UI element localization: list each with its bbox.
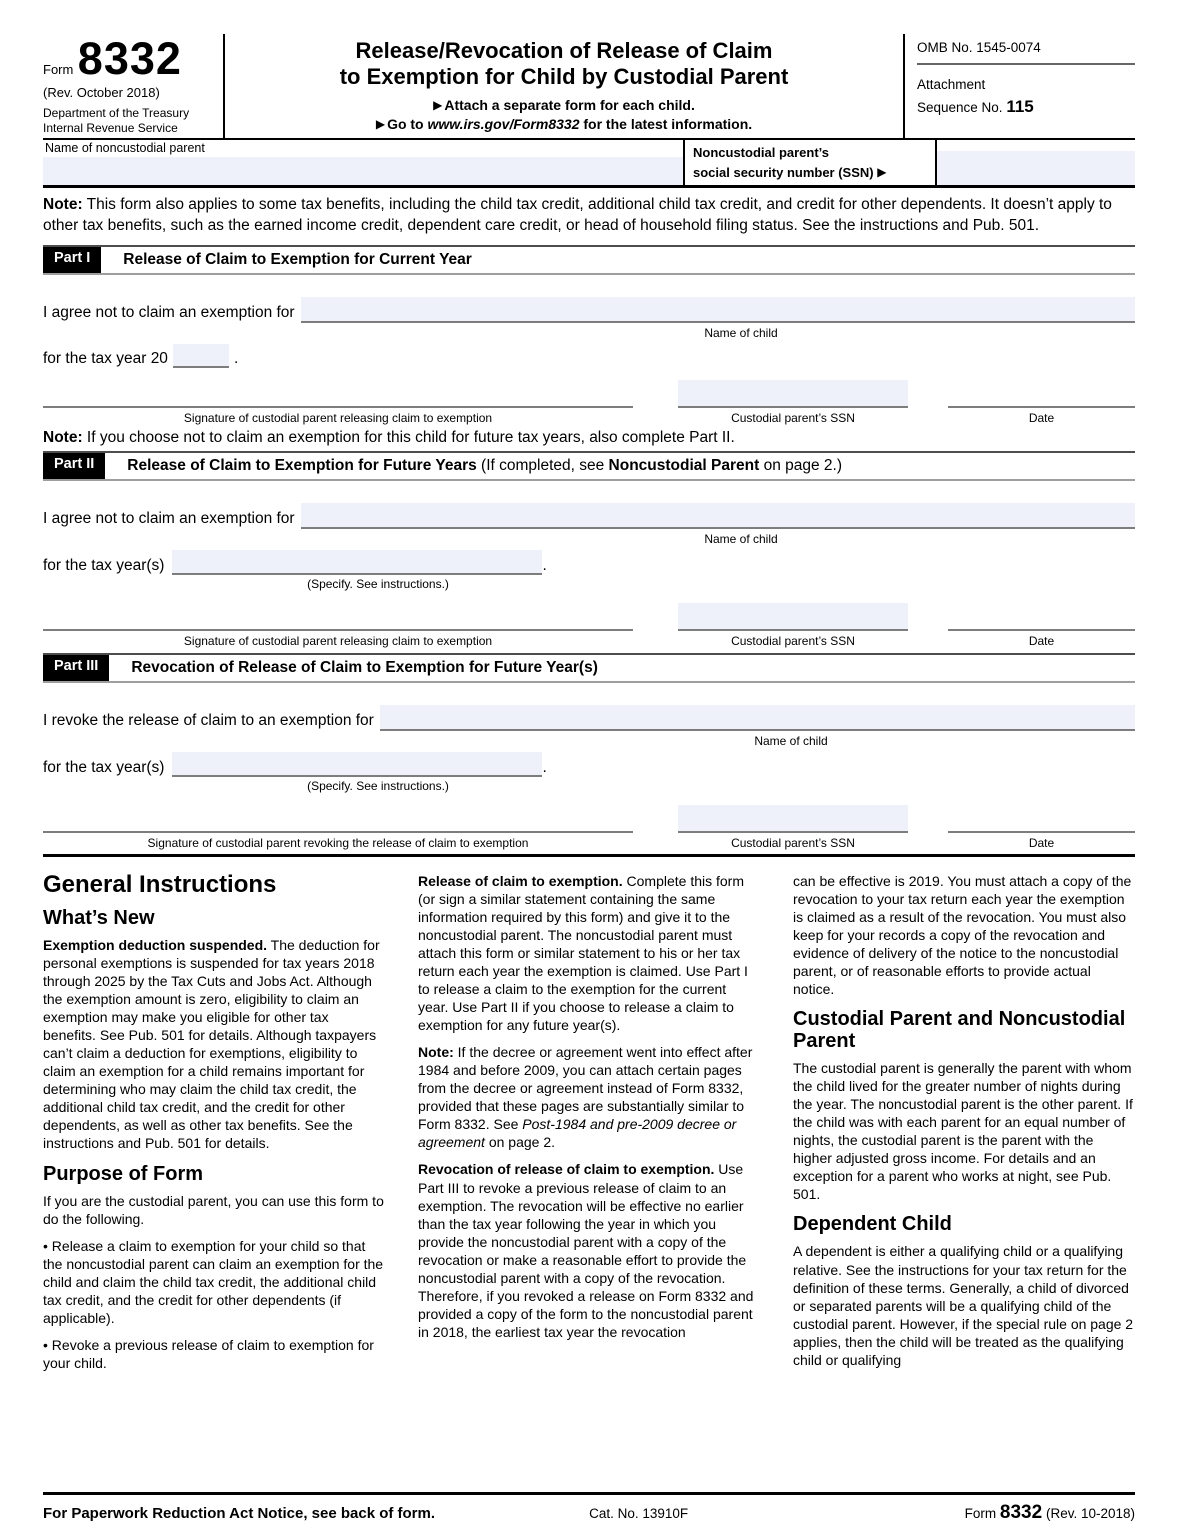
noncustodial-name-label: Name of noncustodial parent	[45, 141, 205, 155]
part2-custodial-ssn-field[interactable]	[678, 603, 908, 631]
form-title-block	[223, 34, 905, 138]
identity-row	[43, 140, 1135, 188]
noncustodial-ssn-field[interactable]	[937, 151, 1135, 185]
part2-tax-years-period: .	[542, 556, 547, 574]
part2-signature-line	[43, 601, 633, 631]
part3-date-line	[948, 803, 1135, 833]
part2-tax-years-text: for the tax year(s)	[43, 556, 165, 574]
purpose-of-form-heading: Purpose of Form	[43, 1162, 204, 1185]
form-title-line1: Release/Revocation of Release of Claim	[355, 38, 773, 63]
page-footer	[43, 1492, 1135, 1524]
part1-tax-year-period: .	[233, 349, 239, 367]
footer-form-number: 8332	[999, 1502, 1043, 1523]
agency-label: Internal Revenue Service	[43, 121, 178, 135]
part2-header	[43, 451, 1135, 481]
part3-ssn-caption: Custodial parent’s SSN	[731, 835, 855, 850]
general-instructions	[43, 872, 1135, 1381]
part1-label: Part I	[43, 247, 101, 273]
part2-agree-text: I agree not to claim an exemption for	[43, 509, 295, 527]
dependent-child-heading: Dependent Child	[793, 1213, 952, 1236]
paperwork-notice: For Paperwork Reduction Act Notice, see back of form.	[43, 1505, 436, 1522]
arrow-right-icon: ▶	[877, 165, 887, 180]
purpose-intro-paragraph: If you are the custodial parent, you can use this form to do the following.	[43, 1192, 384, 1227]
part2-title: Release of Claim to Exemption for Future Years (If completed, see Noncustodial Parent on page 2.)	[127, 456, 842, 474]
arrow-right-icon: ▶	[433, 97, 443, 112]
goto-instruction: ▶ Go to www.irs.gov/Form8332 for the latest information.	[375, 115, 753, 132]
part2-agree-row	[43, 503, 1135, 529]
part1-tax-year-text: for the tax year 20	[43, 349, 168, 367]
part1-signature-caption: Signature of custodial parent releasing claim to exemption	[183, 410, 493, 425]
part1-tax-year-field[interactable]	[173, 344, 229, 368]
revocation-continued-paragraph: can be effective is 2019. You must attach a copy of the revocation to your tax return each year the exemption is claimed as a result of the revocation. You must also keep for your records a copy of the revocation and evidence of delivery of the notice to the noncustodial parent, or of reasonable efforts to provide actual notice.	[793, 872, 1132, 998]
dependent-child-paragraph: A dependent is either a qualifying child or a qualifying relative. See the instructions for your tax return for the definition of these terms. Generally, a child of divorced or separated parents will be a qualifying child of the custodial parent. However, if the special rule on page 2 applies, then the child will be treated as the qualifying child or qualifying	[793, 1243, 1134, 1368]
instructions-column-1	[43, 872, 385, 1381]
part1-date-line	[948, 378, 1135, 408]
form-word: Form	[43, 62, 74, 77]
part3-signature-caption: Signature of custodial parent revoking the release of claim to exemption	[147, 835, 529, 850]
revocation-paragraph: Revocation of release of claim to exemption. Use Part III to revoke a previous release of claim to an exemption. The revocation will be effective no earlier than the tax year following the year in which you provide the noncustodial parent with a copy of the revocation or make a reasonable effort to provide the noncustodial parent with a copy of the revocation. Therefore, if you revoked a release on Form 8332 and provided a copy of the form to the noncustodial parent in 2018, the earliest tax year the revocation	[418, 1161, 754, 1340]
part3-date-caption: Date	[1028, 835, 1055, 850]
part1-note: Note: If you choose not to claim an exemption for this child for future tax years, also complete Part II.	[43, 428, 735, 446]
part1-ssn-caption: Custodial parent’s SSN	[731, 410, 855, 425]
part3-header	[43, 653, 1135, 683]
part1-signature-labels	[43, 411, 1135, 425]
noncustodial-ssn-label: Noncustodial parent’s social security number (SSN) ▶	[685, 140, 937, 185]
part2-specify-caption: (Specify. See instructions.)	[307, 576, 449, 591]
custodial-parent-paragraph: The custodial parent is generally the parent with whom the child lived for the greater number of nights during the year. The noncustodial parent is the other parent. If the child was with each parent for an equal number of nights, the custodial parent is the parent with the higher adjusted gross income. For details and an exception for a parent who works at night, see Pub. 501.	[793, 1060, 1133, 1203]
attachment-word: Attachment	[917, 77, 986, 92]
part2-signature-row	[43, 601, 1135, 631]
part1-title: Release of Claim to Exemption for Current Year	[123, 250, 472, 268]
form-id-block	[43, 34, 223, 138]
part3-specify-caption: (Specify. See instructions.)	[307, 778, 449, 793]
department-label: Department of the Treasury	[43, 106, 190, 120]
part3-tax-years-text: for the tax year(s)	[43, 758, 165, 776]
part2-label: Part II	[43, 453, 105, 479]
part2-tax-years-field[interactable]	[172, 550, 542, 575]
part2-date-line	[948, 601, 1135, 631]
part3-tax-years-field[interactable]	[172, 752, 542, 777]
part2-ssn-caption: Custodial parent’s SSN	[731, 633, 855, 648]
whats-new-paragraph: Exemption deduction suspended. The deduction for personal exemptions is suspended for tax years 2018 through 2025 by the Tax Cuts and Jobs Act. Although the exemption amount is zero, eligibility to claim an exemption may make you eligible for other tax benefits. See Pub. 501 for details. Although taxpayers can’t claim a deduction for exemptions, eligibility to claim an exemption for a child remains important for determining who may claim the child tax credit, the additional child tax credit, and the credit for other dependents, as well as other tax benefits. See the instructions and Pub. 501 for details.	[43, 936, 380, 1152]
purpose-bullet-revoke: • Revoke a previous release of claim to exemption for your child.	[43, 1336, 374, 1371]
part3-tax-years-period: .	[542, 758, 547, 776]
section-divider	[43, 854, 1135, 857]
part3-revoke-row	[43, 705, 1135, 731]
noncustodial-name-field[interactable]	[43, 157, 683, 185]
part2-tax-years-row	[43, 550, 1135, 575]
part1-custodial-ssn-field[interactable]	[678, 380, 908, 408]
part3-signature-line	[43, 803, 633, 833]
form-title-line2: to Exemption for Child by Custodial Parent	[339, 64, 789, 90]
attach-instruction: ▶ Attach a separate form for each child.	[433, 96, 695, 113]
part2-date-caption: Date	[1028, 633, 1055, 648]
irs-url: www.irs.gov/Form8332	[427, 115, 580, 132]
whats-new-heading: What’s New	[43, 906, 155, 929]
sequence-number: 115	[1006, 96, 1034, 116]
purpose-bullet-release: • Release a claim to exemption for your child so that the noncustodial parent can claim an exemption for the child and claim the child tax credit, the additional child tax credit, and the credit for other dependents (if applicable).	[43, 1237, 384, 1326]
part3-revoke-text: I revoke the release of claim to an exemption for	[43, 711, 374, 729]
catalog-number: Cat. No. 13910F	[589, 1506, 689, 1521]
instructions-column-3	[793, 872, 1135, 1381]
release-of-claim-paragraph: Release of claim to exemption. Complete this form (or sign a similar statement containing the same information required by this form) and give it to the noncustodial parent. The noncustodial parent must attach this form or similar statement to his or her tax return each year the exemption is claimed. Use Part I to release a claim to the exemption for the current year. Use Part II if you choose to release a claim to exemption for any future year(s).	[418, 872, 748, 1034]
sequence-line: Sequence No. 115	[917, 96, 1034, 116]
decree-note-paragraph: Note: If the decree or agreement went into effect after 1984 and before 2009, you can attach certain pages from the decree or agreement instead of Form 8332, provided that these pages are substantially similar to Form 8332. See Post-1984 and pre-2009 decree or agreement on page 2.	[418, 1044, 753, 1151]
form-number: 8332	[77, 33, 182, 84]
part3-custodial-ssn-field[interactable]	[678, 805, 908, 833]
part1-agree-text: I agree not to claim an exemption for	[43, 303, 295, 321]
part3-child-name-field[interactable]	[380, 705, 1135, 731]
form-header	[43, 34, 1135, 140]
omb-block	[905, 34, 1135, 138]
general-instructions-heading: General Instructions	[43, 870, 277, 898]
omb-number: OMB No. 1545-0074	[917, 34, 1135, 65]
arrow-right-icon: ▶	[375, 116, 386, 131]
part1-signature-row	[43, 378, 1135, 408]
part1-header	[43, 245, 1135, 275]
part2-signature-caption: Signature of custodial parent releasing claim to exemption	[183, 633, 493, 648]
part1-tax-year-row	[43, 344, 1135, 368]
part3-label: Part III	[43, 655, 109, 681]
part2-signature-labels	[43, 634, 1135, 653]
instructions-column-2	[418, 872, 760, 1381]
part2-child-name-field[interactable]	[301, 503, 1135, 529]
part1-signature-line	[43, 378, 633, 408]
part1-name-of-child-caption: Name of child	[704, 325, 778, 340]
form-revision: (Rev. October 2018)	[43, 85, 160, 100]
part3-title: Revocation of Release of Claim to Exemption for Future Year(s)	[131, 658, 598, 676]
footer-form-id: Form 8332 (Rev. 10-2018)	[964, 1502, 1135, 1523]
part1-agree-row	[43, 297, 1135, 323]
custodial-parent-heading: Custodial Parent and Noncustodial Parent	[793, 1008, 1126, 1053]
part2-name-of-child-caption: Name of child	[704, 531, 778, 546]
part3-name-of-child-caption: Name of child	[754, 733, 828, 748]
part3-signature-labels	[43, 836, 1135, 850]
part3-signature-row	[43, 803, 1135, 833]
part3-tax-years-row	[43, 752, 1135, 777]
part1-date-caption: Date	[1028, 410, 1055, 425]
part1-child-name-field[interactable]	[301, 297, 1135, 323]
top-note: Note: This form also applies to some tax benefits, including the child tax credit, additional child tax credit, and credit for other dependents. It doesn’t apply to other tax benefits, such as the earned income credit, dependent care credit, or head of household filing status. See the instructions and Pub. 501.	[43, 196, 1112, 235]
